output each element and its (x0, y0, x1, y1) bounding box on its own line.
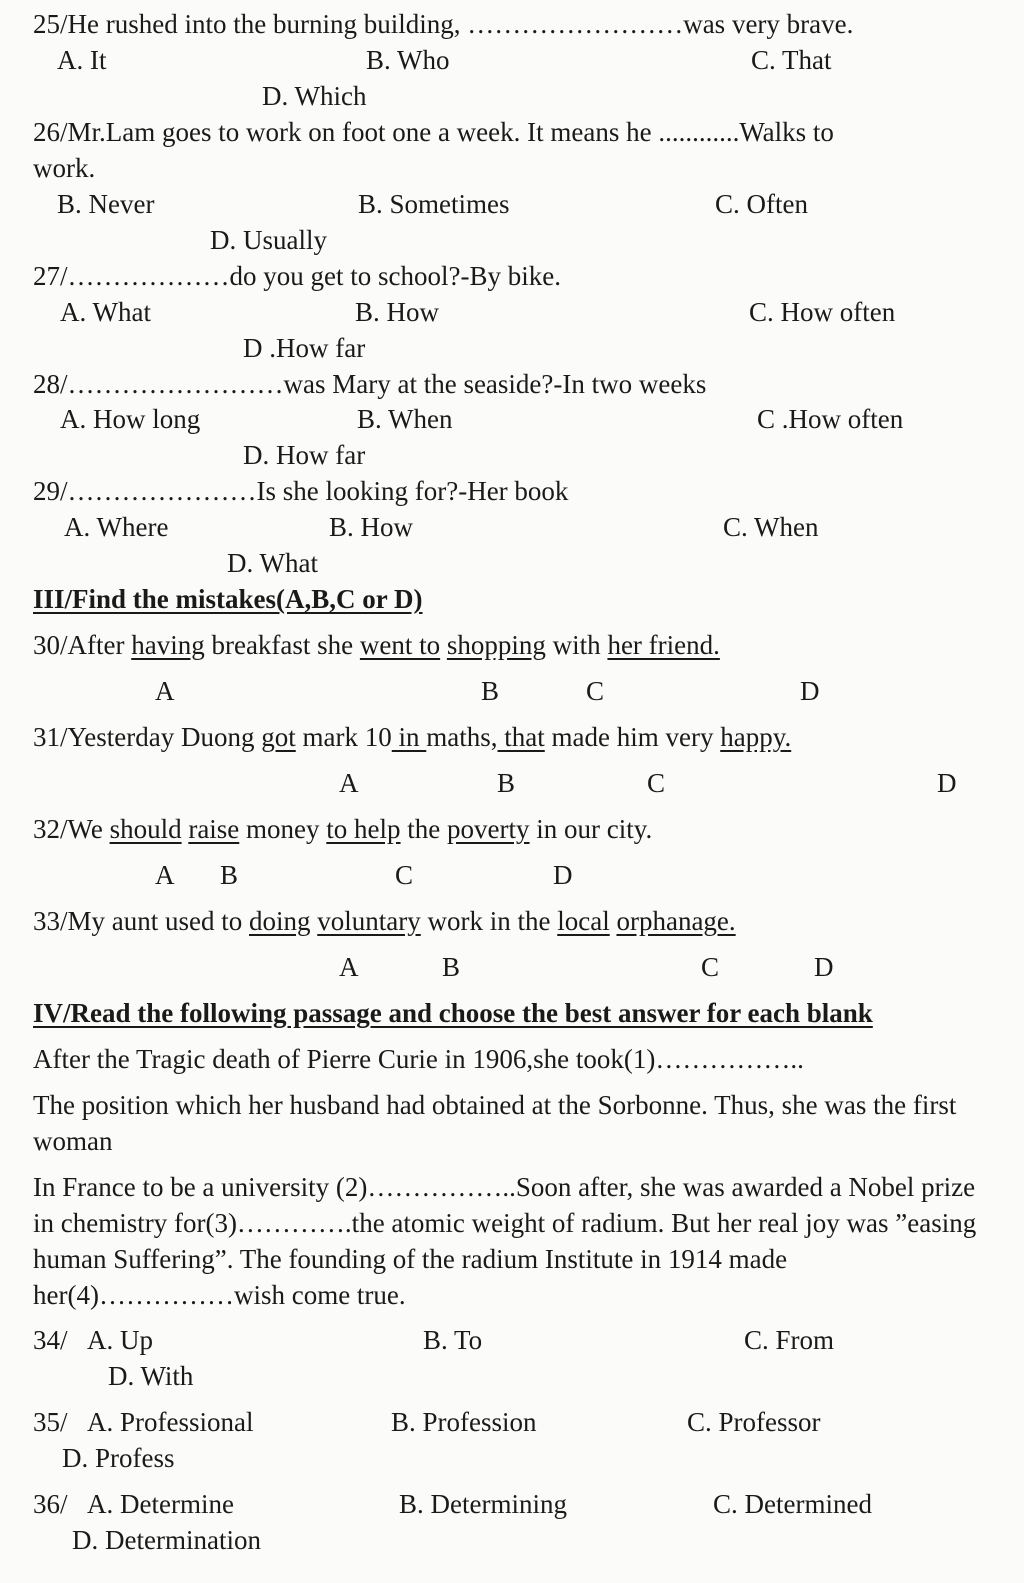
q30-label-d: D (800, 676, 820, 706)
q27-option-b: B. How (355, 297, 440, 327)
q25-option-d: D. Which (262, 81, 367, 111)
q31-underlined-b: in (391, 722, 427, 752)
q29-option-d: D. What (227, 548, 318, 578)
q33-label-d: D (814, 952, 834, 982)
q26-stem-line2: work. (33, 153, 96, 183)
q29-option-c: C. When (723, 512, 819, 542)
q35-number: 35/ (33, 1407, 68, 1437)
q28-option-d: D. How far (243, 440, 366, 470)
q36-option-d: D. Determination (72, 1525, 261, 1555)
q27-option-d: D .How far (243, 333, 366, 363)
q30-sentence (33, 627, 720, 663)
q31-text: 31/Yesterday Duong (33, 722, 262, 752)
q33-underlined-c: local (557, 906, 610, 936)
q33-underlined-d: orphanage. (616, 906, 736, 936)
q29-stem: 29/…………………Is she looking for?-Her book (33, 476, 569, 506)
q30-underlined-a: having (131, 630, 205, 660)
q31-label-b: B (497, 768, 516, 798)
q29-option-b: B. How (329, 512, 414, 542)
q28-option-c: C .How often (757, 404, 904, 434)
q28-option-b: B. When (357, 404, 453, 434)
q31-label-d: D (937, 768, 957, 798)
q32-label-b: B (220, 860, 239, 890)
q32-underlined-b: raise (188, 814, 240, 844)
q32-text: in our city. (529, 814, 653, 844)
q33-label-b: B (442, 952, 461, 982)
q34-option-d: D. With (108, 1361, 194, 1391)
q30-underlined-d: her friend. (607, 630, 720, 660)
q30-text: breakfast she (204, 630, 360, 660)
q26-option-c: C. Often (715, 189, 808, 219)
q25-option-a: A. It (57, 45, 107, 75)
q32-text: the (400, 814, 448, 844)
q32-label-a: A (155, 860, 175, 890)
section-3-heading: III/Find the mistakes(A,B,C or D) (33, 584, 423, 614)
q32-underlined-a: should (109, 814, 182, 844)
q33-underlined-b: voluntary (317, 906, 421, 936)
q34-number: 34/ (33, 1325, 68, 1355)
q27-option-a: A. What (60, 297, 151, 327)
passage-paragraph-3: In France to be a university (2)……………..Soon after, she was awarded a Nobel prize in chemistry for(3)………….the atomic weight of radium. But her real joy was ”easing human Suffering”. The founding of the radium Institute in 1914 made her(4)……………wish come true. (33, 1172, 977, 1310)
q26-option-a: B. Never (57, 189, 155, 219)
q25-option-c: C. That (751, 45, 832, 75)
q30-underlined-c: shopping (446, 630, 546, 660)
q35-option-a: A. Professional (87, 1407, 254, 1437)
passage-paragraph-2: The position which her husband had obtained at the Sorbonne. Thus, she was the first woman (33, 1090, 957, 1156)
q28-stem: 28/……………………was Mary at the seaside?-In two weeks (33, 369, 707, 399)
q27-stem: 27/………………do you get to school?-By bike. (33, 261, 561, 291)
q36-option-b: B. Determining (399, 1489, 567, 1519)
q36-number: 36/ (33, 1489, 68, 1519)
q33-label-c: C (701, 952, 720, 982)
q30-label-a: A (155, 676, 175, 706)
q35-option-c: C. Professor (687, 1407, 821, 1437)
q25-option-b: B. Who (366, 45, 450, 75)
q32-text: money (239, 814, 327, 844)
q30-underlined-b: went to (359, 630, 441, 660)
q32-underlined-c: to help (326, 814, 401, 844)
q26-option-d: D. Usually (210, 225, 327, 255)
q26-option-b: B. Sometimes (358, 189, 510, 219)
section-4-heading: IV/Read the following passage and choose the best answer for each blank (33, 998, 873, 1028)
q32-label-c: C (395, 860, 414, 890)
q34-option-b: B. To (423, 1325, 483, 1355)
q26-stem-line1: 26/Mr.Lam goes to work on foot one a week. It means he ............Walks to (33, 117, 834, 147)
q31-sentence (33, 719, 791, 755)
q31-text: maths, (426, 722, 498, 752)
q28-option-a: A. How long (60, 404, 201, 434)
q32-label-d: D (553, 860, 573, 890)
q36-option-c: C. Determined (713, 1489, 872, 1519)
q30-text (440, 630, 447, 660)
q33-text: 33/My aunt used to (33, 906, 249, 936)
q35-option-d: D. Profess (62, 1443, 175, 1473)
q36-option-a: A. Determine (87, 1489, 234, 1519)
q30-label-b: B (481, 676, 500, 706)
passage-paragraph-1: After the Tragic death of Pierre Curie in 1906,she took(1)…………….. (33, 1044, 804, 1074)
q32-text: 32/We (33, 814, 110, 844)
q29-option-a: A. Where (64, 512, 169, 542)
q34-option-a: A. Up (87, 1325, 153, 1355)
q31-label-a: A (339, 768, 359, 798)
q31-underlined-c: that (497, 722, 545, 752)
q32-underlined-d: poverty (447, 814, 530, 844)
q27-option-c: C. How often (749, 297, 896, 327)
q31-underlined-a: got (261, 722, 296, 752)
q31-text: made him very (544, 722, 721, 752)
q32-sentence (33, 811, 652, 847)
q35-option-b: B. Profession (391, 1407, 537, 1437)
q33-text: work in the (420, 906, 558, 936)
q25-stem: 25/He rushed into the burning building, ……………………was very brave. (33, 9, 854, 39)
q31-underlined-d: happy. (720, 722, 792, 752)
q34-option-c: C. From (744, 1325, 835, 1355)
q31-label-c: C (647, 768, 666, 798)
q33-underlined-a: doing (249, 906, 311, 936)
q30-label-c: C (586, 676, 605, 706)
q30-text: 30/After (33, 630, 132, 660)
q33-sentence (33, 903, 736, 939)
q31-text: mark 10 (295, 722, 392, 752)
q30-text: with (545, 630, 608, 660)
q33-label-a: A (339, 952, 359, 982)
